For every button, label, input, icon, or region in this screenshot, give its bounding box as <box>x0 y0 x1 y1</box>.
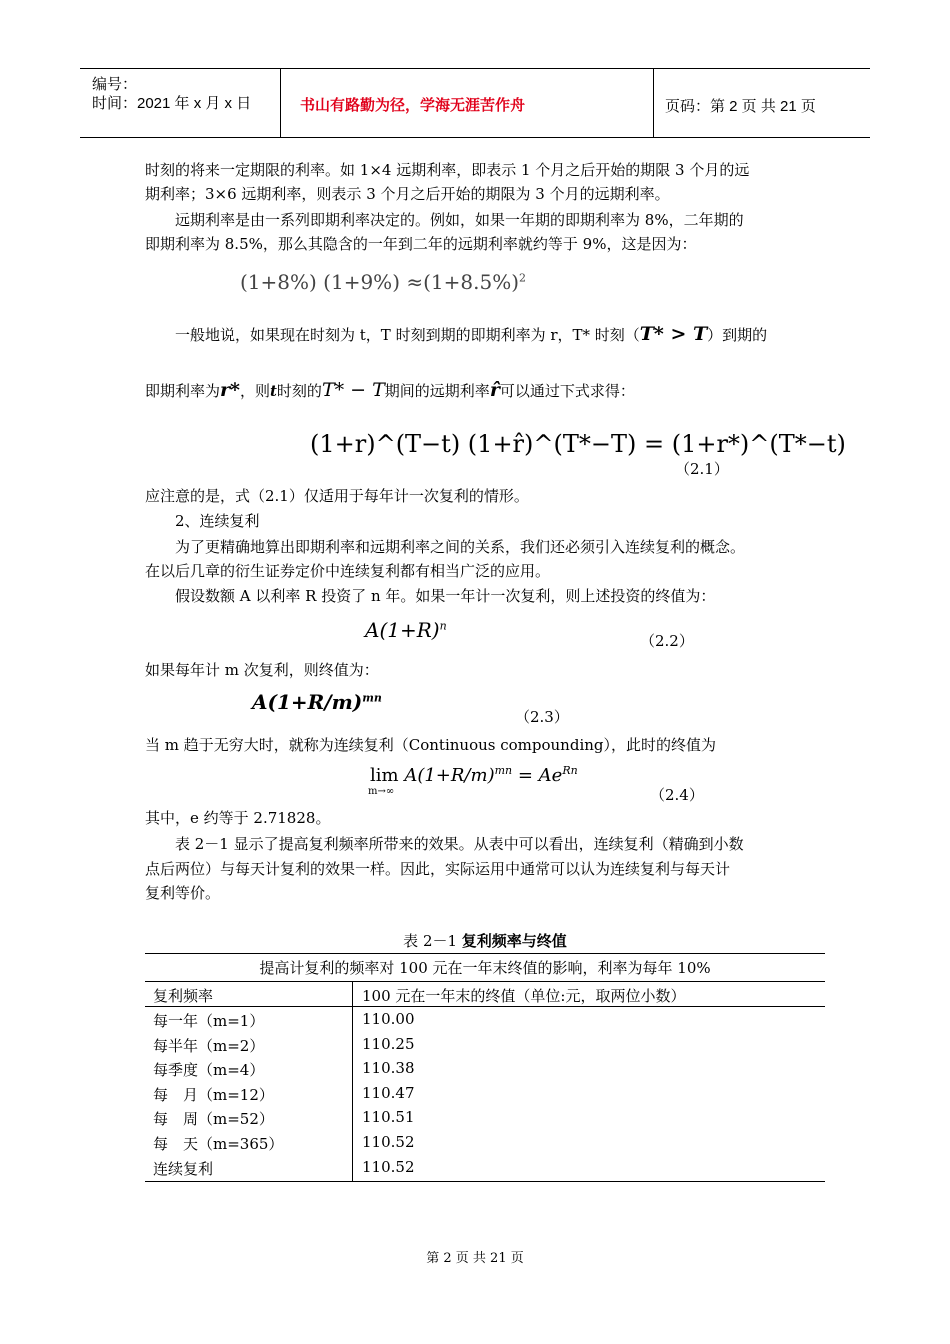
inline-math-period: T* − T <box>321 379 385 401</box>
paragraph-2-line-2: 即期利率为 8.5%，那么其隐含的一年到二年的远期利率就约等于 9%，这是因为： <box>145 235 697 253</box>
table-top-rule <box>145 953 825 954</box>
table-cell-frequency: 每季度（m=4） <box>153 1061 265 1080</box>
equation-number-2-1: （2.1） <box>675 460 729 478</box>
table-cell-frequency: 每 周（m=52） <box>153 1110 274 1129</box>
table-cell-value: 110.47 <box>362 1083 415 1102</box>
table-title-bold: 复利频率与终值 <box>461 932 567 950</box>
table-column-divider <box>352 981 353 1181</box>
paragraph-3-text-e: 时刻的 <box>276 382 322 400</box>
equation-number-2-4: （2.4） <box>650 786 704 804</box>
equation-2-3-base: A(1+R/m) <box>252 690 363 714</box>
inline-math-t: t <box>269 382 277 400</box>
inline-math-rstar: r* <box>220 379 240 401</box>
paragraph-5-line-1: 为了更精确地算出即期利率和远期利率之间的关系，我们还必须引入连续复利的概念。 <box>175 538 746 556</box>
equation-2-4-base: A(1+R/m) <box>404 765 495 786</box>
paragraph-1-line-2: 期利率；3×6 远期利率，则表示 3 个月之后开始的期限为 3 个月的远期利率。 <box>145 185 670 203</box>
equation-2-3-exponent: mn <box>362 691 382 705</box>
paragraph-3-text-d: ，则 <box>239 382 270 400</box>
paragraph-1-line-1: 时刻的将来一定期限的利率。如 1×4 远期利率，即表示 1 个月之后开始的期限 3 个月的远 <box>145 161 750 179</box>
section-heading-continuous: 2、连续复利 <box>175 512 260 530</box>
inline-math-tstar-gt-t: T* > T <box>639 323 708 345</box>
date-label: 时间：2021 年 x 月 x 日 <box>92 95 252 112</box>
paragraph-8: 当 m 趋于无穷大时，就称为连续复利（Continuous compounding），此时的终值为 <box>145 736 717 754</box>
equation-number-2-2: （2.2） <box>640 632 694 650</box>
table-header-rule <box>145 1006 825 1007</box>
page-header <box>80 68 870 138</box>
paragraph-5-line-2: 在以后几章的衍生证券定价中连续复利都有相当广泛的应用。 <box>145 562 551 580</box>
equation-2-1: (1+r)^(T−t) (1+r̂)^(T*−T) = (1+r*)^(T*−t) <box>310 430 846 458</box>
paragraph-9: 其中，e 约等于 2.71828。 <box>145 809 331 827</box>
table-title-prefix: 表 2－1 <box>403 932 462 950</box>
paragraph-3-text-g: 可以通过下式求得： <box>499 382 635 400</box>
equation-2-4-rhs: = Ae <box>517 765 563 786</box>
paragraph-3-line-1 <box>145 322 815 347</box>
code-label: 编号： <box>92 76 138 93</box>
paragraph-6: 假设数额 A 以利率 R 投资了 n 年。如果一年计一次复利，则上述投资的终值为： <box>175 587 716 605</box>
table-cell-frequency: 每半年（m=2） <box>153 1036 265 1055</box>
paragraph-3-text-f: 期间的远期利率 <box>384 382 490 400</box>
equation-forward-example <box>240 270 526 294</box>
equation-2-2-base: A(1+R) <box>365 618 440 642</box>
table-cell-value: 110.51 <box>362 1108 415 1127</box>
table-title <box>145 930 825 951</box>
table-header-value: 100 元在一年末的终值（单位:元，取两位小数） <box>362 987 686 1005</box>
paragraph-7: 如果每年计 m 次复利，则终值为： <box>145 661 379 679</box>
equation-2-4-lim: lim <box>370 765 399 786</box>
equation-number-2-3: （2.3） <box>515 708 569 726</box>
table-cell-frequency: 每一年（m=1） <box>153 1012 265 1030</box>
paragraph-10-line-2: 点后两位）与每天计复利的效果一样。因此，实际运用中通常可以认为连续复利与每天计 <box>145 860 731 878</box>
header-divider <box>280 69 281 137</box>
equation-forward-exponent: 2 <box>519 271 527 285</box>
table-cell-value: 110.38 <box>362 1059 415 1078</box>
equation-2-2 <box>365 618 447 642</box>
equation-2-4-exponent: mn <box>494 764 513 777</box>
paragraph-3-text-a: 一般地说，如果现在时刻为 t，T 时刻到期的即期利率为 r，T* 时刻（ <box>175 326 640 344</box>
equation-2-4-rhs-exponent: Rn <box>562 764 578 777</box>
equation-2-4-subscript: m→∞ <box>368 786 395 797</box>
equation-2-2-exponent: n <box>439 619 447 633</box>
table-cell-frequency: 每 天（m=365） <box>153 1135 284 1153</box>
equation-2-3 <box>252 690 382 714</box>
table-cell-value: 110.00 <box>362 1010 415 1028</box>
paragraph-3-line-2 <box>145 378 815 403</box>
paragraph-10-line-1: 表 2－1 显示了提高复利频率所带来的效果。从表中可以看出，连续复利（精确到小数 <box>175 835 744 853</box>
table-cell-value: 110.52 <box>362 1157 415 1176</box>
paragraph-4: 应注意的是，式（2.1）仅适用于每年计一次复利的情形。 <box>145 487 529 505</box>
paragraph-2-line-1: 远期利率是由一系列即期利率决定的。例如，如果一年期的即期利率为 8%，二年期的 <box>175 211 744 229</box>
header-divider <box>653 69 654 137</box>
paragraph-3-text-c: 即期利率为 <box>145 382 221 400</box>
paragraph-3-text-b: ）到期的 <box>707 326 768 344</box>
table-header-frequency: 复利频率 <box>153 987 214 1005</box>
table-cell-frequency: 连续复利 <box>153 1159 214 1178</box>
paragraph-10-line-3: 复利等价。 <box>145 884 221 902</box>
table-bottom-rule <box>145 1181 825 1182</box>
table-cell-value: 110.52 <box>362 1133 415 1151</box>
equation-2-4 <box>370 764 578 786</box>
page-footer: 第 2 页 共 21 页 <box>426 1251 524 1266</box>
table-cell-value: 110.25 <box>362 1034 415 1053</box>
table-caption: 提高计复利的频率对 100 元在一年末终值的影响，利率为每年 10% <box>259 959 711 977</box>
inline-math-rhat: r̂ <box>489 379 500 401</box>
page-label: 页码：第 2 页 共 21 页 <box>665 98 816 115</box>
table-rule <box>145 981 825 982</box>
equation-forward-text: (1+8%) (1+9%) ≈(1+8.5%) <box>240 270 520 294</box>
table-cell-frequency: 每 月（m=12） <box>153 1085 274 1104</box>
header-motto: 书山有路勤为径，学海无涯苦作舟 <box>300 97 526 114</box>
